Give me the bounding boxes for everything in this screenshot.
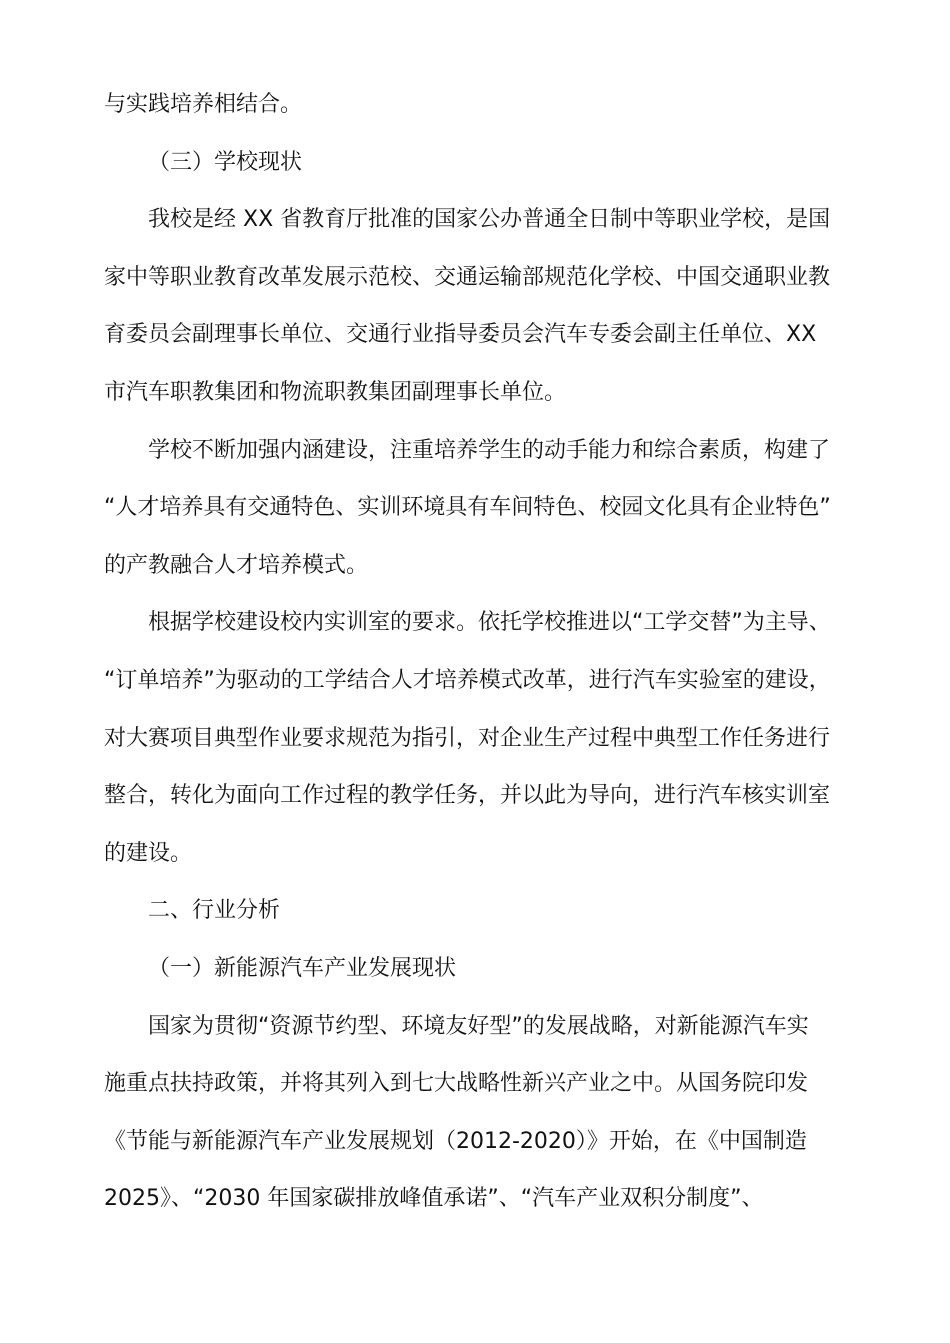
section-heading: （一）新能源汽车产业发展现状	[148, 955, 457, 981]
paragraph-line: 整合，转化为面向工作过程的教学任务，并以此为导向，进行汽车核实训室	[104, 783, 831, 809]
paragraph-line: 我校是经 XX 省教育厅批准的国家公办普通全日制中等职业学校，是国	[148, 207, 831, 233]
paragraph-line: 与实践培养相结合。	[104, 92, 303, 117]
paragraph-line: 家中等职业教育改革发展示范校、交通运输部规范化学校、中国交通职业教	[104, 264, 831, 290]
paragraph-line: 育委员会副理事长单位、交通行业指导委员会汽车专委会副主任单位、XX	[104, 322, 817, 348]
paragraph-line: 国家为贯彻“资源节约型、环境友好型”的发展战略，对新能源汽车实	[148, 1013, 809, 1039]
paragraph-line: 市汽车职教集团和物流职教集团副理事长单位。	[104, 379, 567, 405]
chapter-heading: 二、行业分析	[148, 898, 281, 924]
paragraph-line: 根据学校建设校内实训室的要求。依托学校推进以“工学交替”为主导、	[148, 610, 831, 636]
paragraph-line: 学校不断加强内涵建设，注重培养学生的动手能力和综合素质，构建了	[148, 437, 831, 463]
document-body	[104, 76, 849, 1228]
paragraph-line: 2025》、“2030 年国家碳排放峰值承诺”、“汽车产业双积分制度”、	[104, 1186, 764, 1212]
paragraph-line: 施重点扶持政策，并将其列入到七大战略性新兴产业之中。从国务院印发	[104, 1071, 809, 1097]
paragraph-line: 的建设。	[104, 840, 193, 866]
paragraph-line: 对大赛项目典型作业要求规范为指引，对企业生产过程中典型工作任务进行	[104, 725, 831, 751]
paragraph-line: “人才培养具有交通特色、实训环境具有车间特色、校园文化具有企业特色”	[104, 495, 831, 521]
paragraph-line: 《节能与新能源汽车产业发展规划（2012-2020）》开始，在《中国制造	[104, 1128, 807, 1154]
section-heading: （三）学校现状	[148, 149, 303, 175]
paragraph-line: 的产教融合人才培养模式。	[104, 552, 369, 578]
paragraph-line: “订单培养”为驱动的工学结合人才培养模式改革，进行汽车实验室的建设，	[104, 667, 831, 693]
